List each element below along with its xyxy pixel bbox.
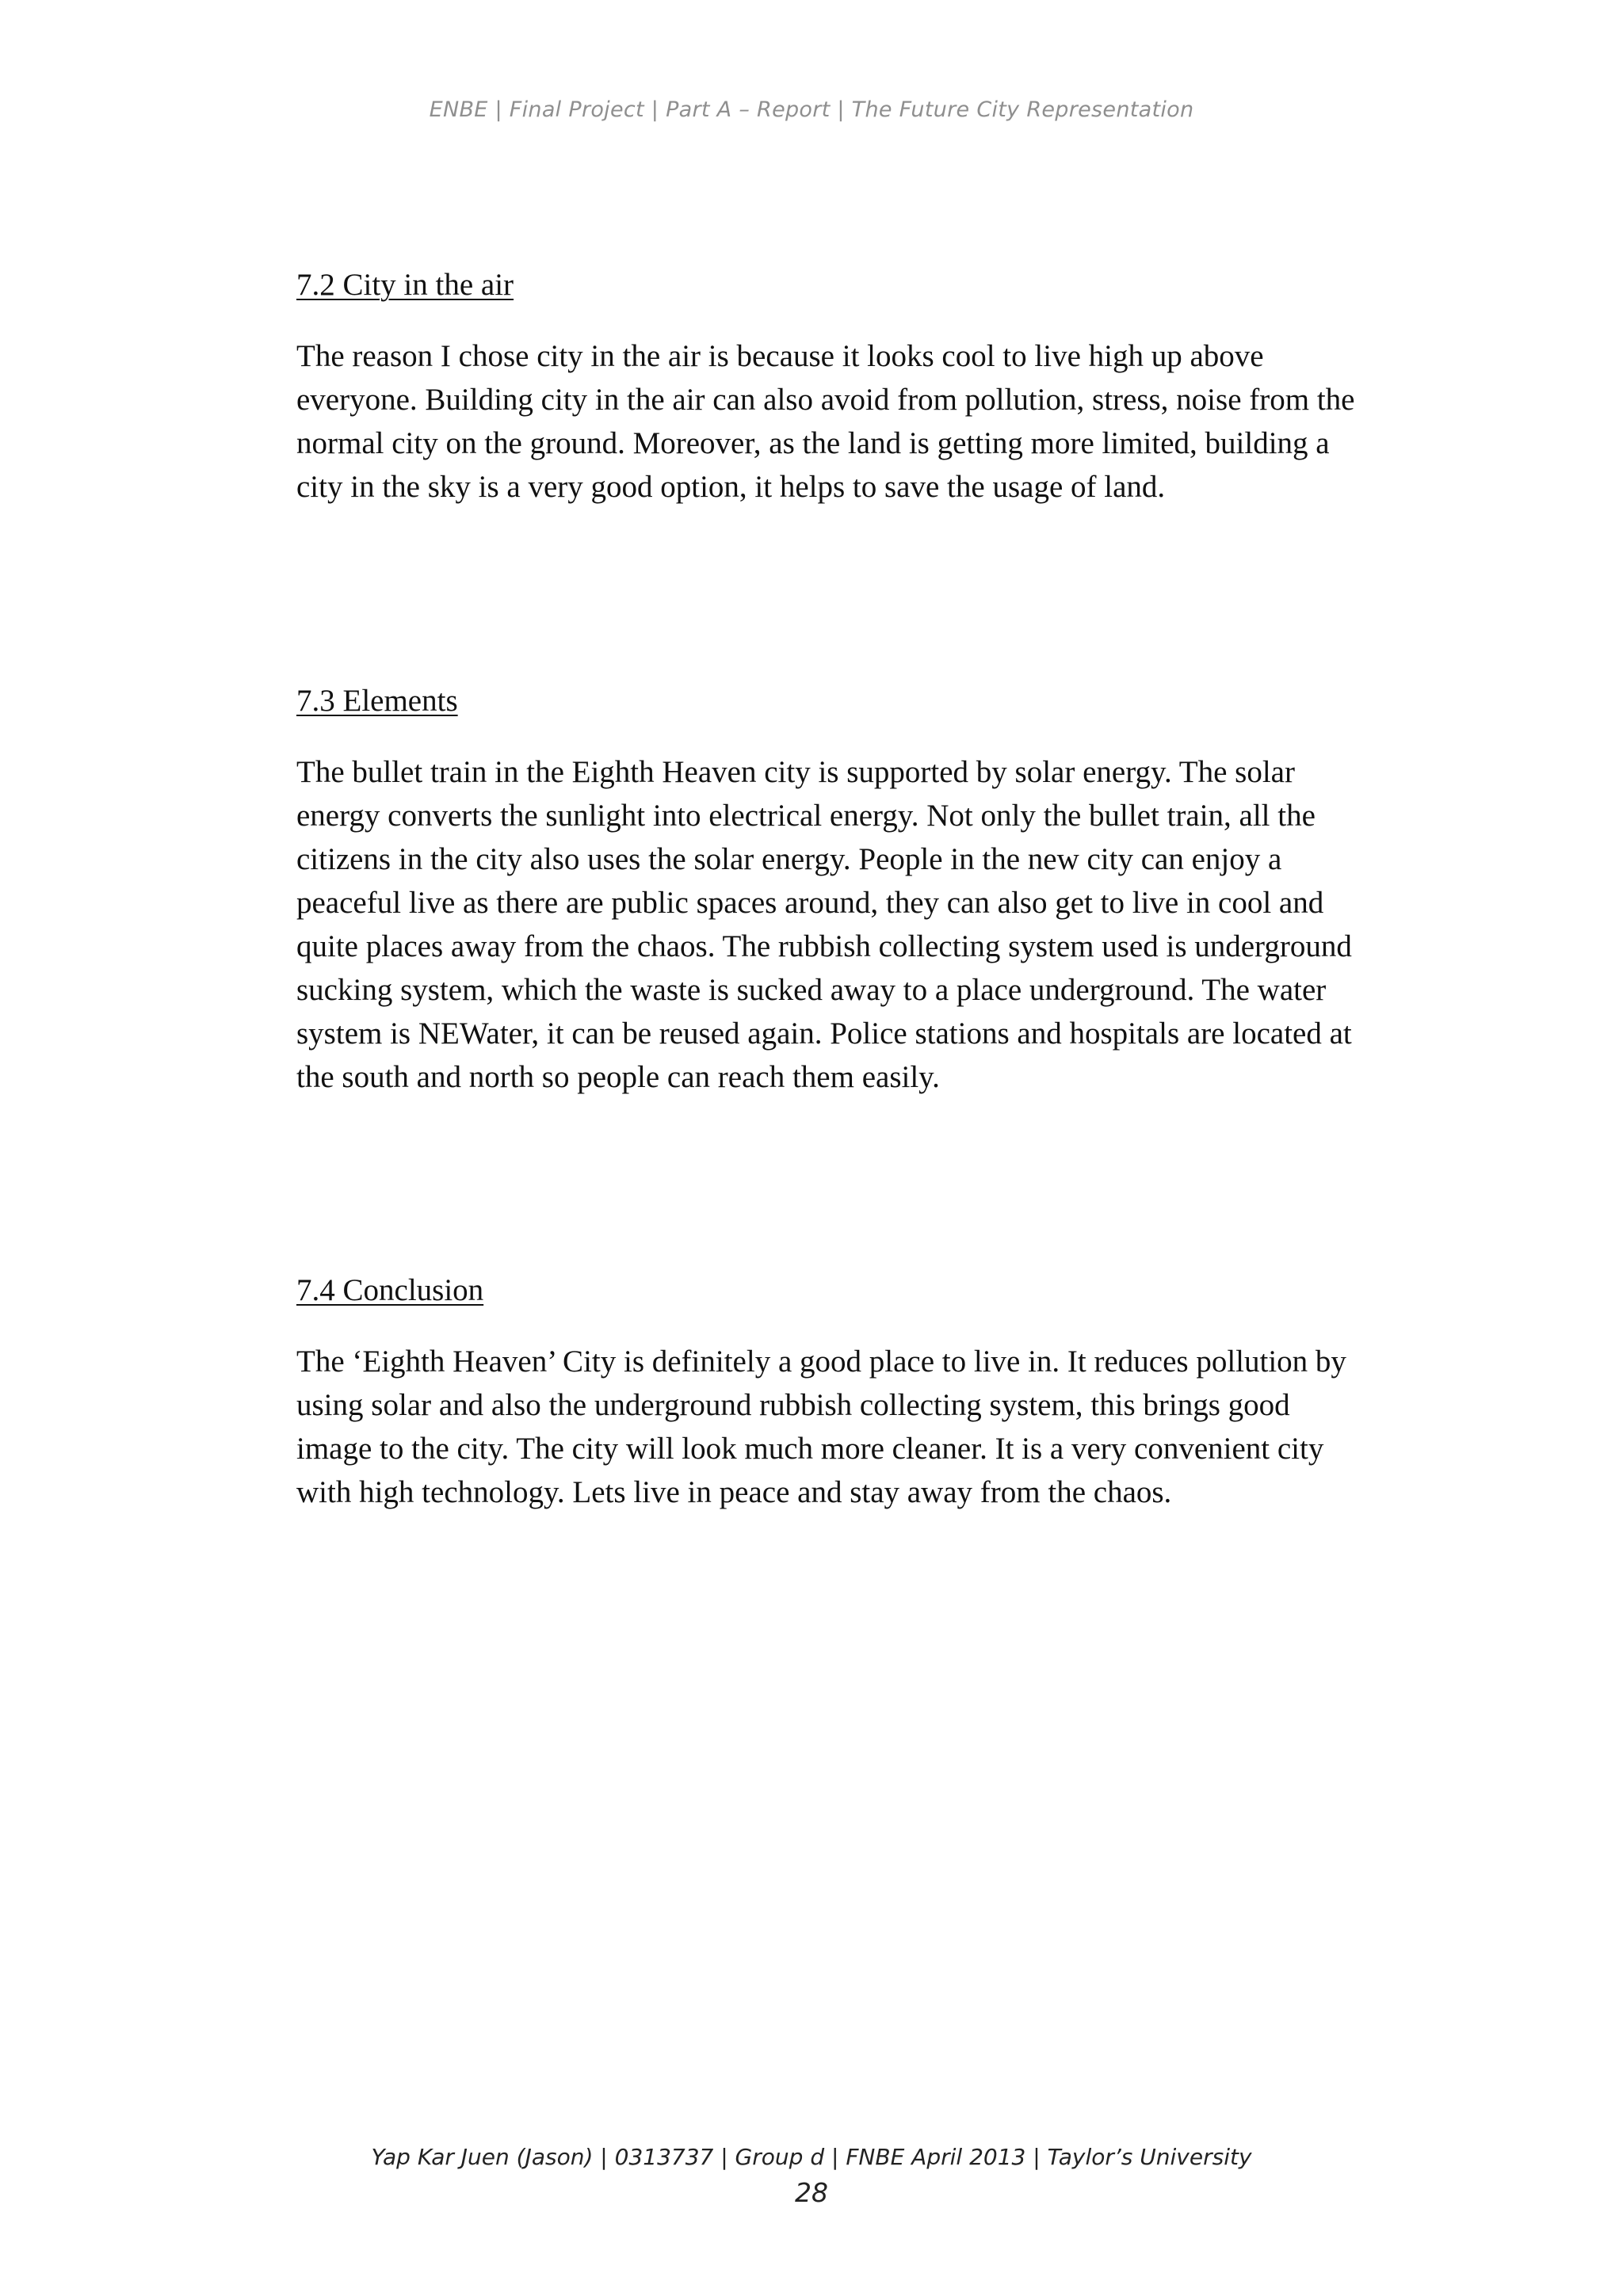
section-city-in-the-air: [296, 268, 1438, 509]
section-paragraph: The ‘Eighth Heaven’ City is definitely a good place to live in. It reduces pollution by using solar and also the underground rubbish collecting system, this brings good image to the city. The city will look much more cleaner. It is a very convenient city with high technology. Lets live in peace and stay away from the chaos.: [296, 1344, 1346, 1509]
section-paragraph: The reason I chose city in the air is because it looks cool to live high up above everyone. Building city in the air can also avoid from pollution, stress, noise from the normal city on the ground. Moreover, as the land is getting more limited, building a city in the sky is a very good option, it helps to save the usage of land.: [296, 339, 1355, 504]
page-footer: Yap Kar Juen (Jason) | 0313737 | Group d | FNBE April 2013 | Taylor’s University: [371, 2144, 1252, 2170]
section-heading: 7.3 Elements: [296, 684, 458, 718]
section-paragraph: The bullet train in the Eighth Heaven city is supported by solar energy. The solar energy converts the sunlight into electrical energy. Not only the bullet train, all the citizens in the city also uses the solar energy. People in the new city can enjoy a peaceful live as there are public spaces around, they can also get to live in cool and quite places away from the chaos. The rubbish collecting system used is underground sucking system, which the waste is sucked away to a place underground. The water system is NEWater, it can be reused again. Police stations and hospitals are located at the south and north so people can reach them easily.: [296, 755, 1352, 1094]
section-elements: [296, 684, 1438, 1099]
section-heading: 7.4 Conclusion: [296, 1273, 484, 1307]
page-number: 28: [795, 2177, 828, 2208]
page-header: ENBE | Final Project | Part A – Report | The Future City Representation: [429, 97, 1194, 122]
section-heading: 7.2 City in the air: [296, 268, 514, 302]
section-conclusion: [296, 1273, 1438, 1514]
